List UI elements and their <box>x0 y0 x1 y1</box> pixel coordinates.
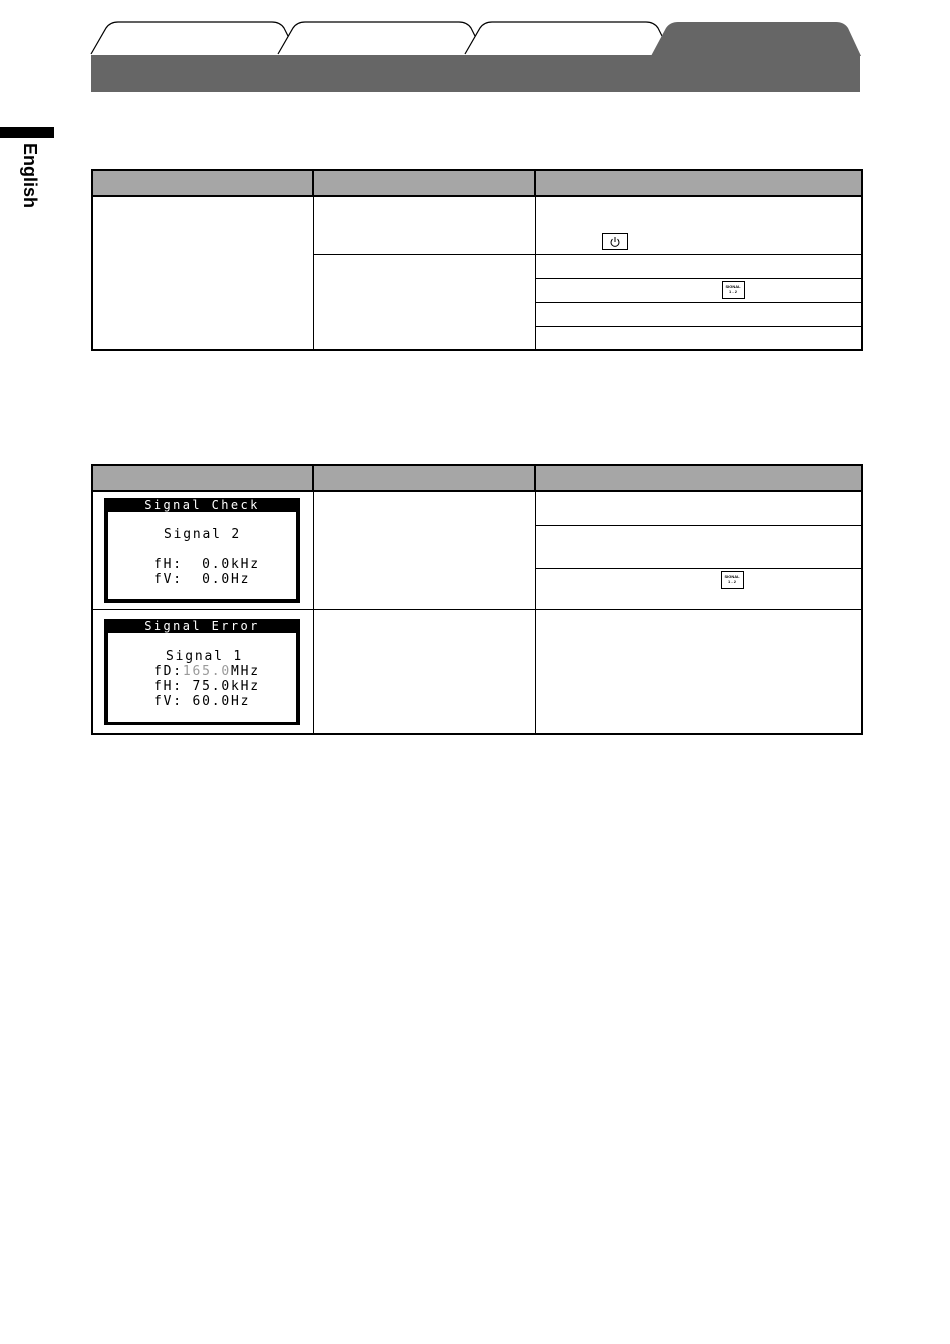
remedy-cell <box>535 327 862 351</box>
problem-cell <box>92 610 313 735</box>
header-remedy <box>535 170 862 196</box>
header-problem <box>92 170 313 196</box>
osd-content <box>108 633 296 722</box>
signal-key-label-top: SIGNAL <box>725 284 741 289</box>
remedy-cell <box>535 196 862 255</box>
cause-cell <box>313 255 535 351</box>
language-text: English <box>20 143 40 209</box>
remedy-cell <box>535 610 862 735</box>
header-cause <box>313 170 535 196</box>
table-row <box>92 196 862 255</box>
osd-title: Signal Error <box>144 619 260 633</box>
signal-key-label-bottom: 1 - 2 <box>727 578 736 584</box>
remedy-cell <box>535 491 862 526</box>
power-icon <box>609 236 621 248</box>
osd-line: fH: 0.0kHz <box>154 557 260 572</box>
signal-button[interactable] <box>721 571 744 589</box>
remedy-cell <box>535 568 862 609</box>
power-button[interactable] <box>602 233 628 250</box>
osd-value-dim: 165.0 <box>182 664 232 679</box>
language-marker <box>0 127 54 138</box>
problem-cell <box>92 196 313 350</box>
osd-signal-check <box>104 498 300 603</box>
cause-cell <box>313 196 535 255</box>
osd-unit: MHz <box>231 664 260 679</box>
remedy-cell <box>535 255 862 279</box>
osd-title: Signal Check <box>144 498 260 512</box>
tab-3 <box>465 22 664 54</box>
header-problem <box>92 465 313 491</box>
osd-line <box>108 664 296 679</box>
language-label <box>20 143 42 223</box>
osd-label: fD: <box>154 664 183 679</box>
remedy-cell <box>535 303 862 327</box>
osd-line: Signal 2 <box>164 527 242 542</box>
remedy-cell <box>535 279 862 303</box>
problem-cell <box>92 491 313 610</box>
tab-1 <box>91 22 290 54</box>
osd-signal-error <box>104 619 300 725</box>
tab-4-active <box>651 22 861 56</box>
header-cause <box>313 465 535 491</box>
cause-cell <box>313 610 535 735</box>
remedy-cell <box>535 526 862 568</box>
signal-key-label-top: SIGNAL <box>724 573 740 579</box>
osd-content <box>108 512 296 599</box>
header-remedy <box>535 465 862 491</box>
osd-line: fH: 75.0kHz <box>154 679 260 694</box>
tab-2 <box>278 22 477 54</box>
osd-line: fV: 0.0Hz <box>154 572 251 587</box>
troubleshooting-table-2 <box>91 464 863 735</box>
section-banner <box>91 55 860 92</box>
osd-line: fV: 60.0Hz <box>154 694 251 709</box>
cause-cell <box>313 491 535 610</box>
table-header-row <box>92 170 862 196</box>
table-row <box>92 491 862 526</box>
table-header-row <box>92 465 862 491</box>
table-row <box>92 610 862 735</box>
section-tabs <box>0 0 950 100</box>
signal-button[interactable] <box>722 281 745 299</box>
osd-line: Signal 1 <box>166 649 244 664</box>
troubleshooting-table-1 <box>91 169 863 351</box>
signal-key-label-bottom: 1 - 2 <box>728 289 737 294</box>
